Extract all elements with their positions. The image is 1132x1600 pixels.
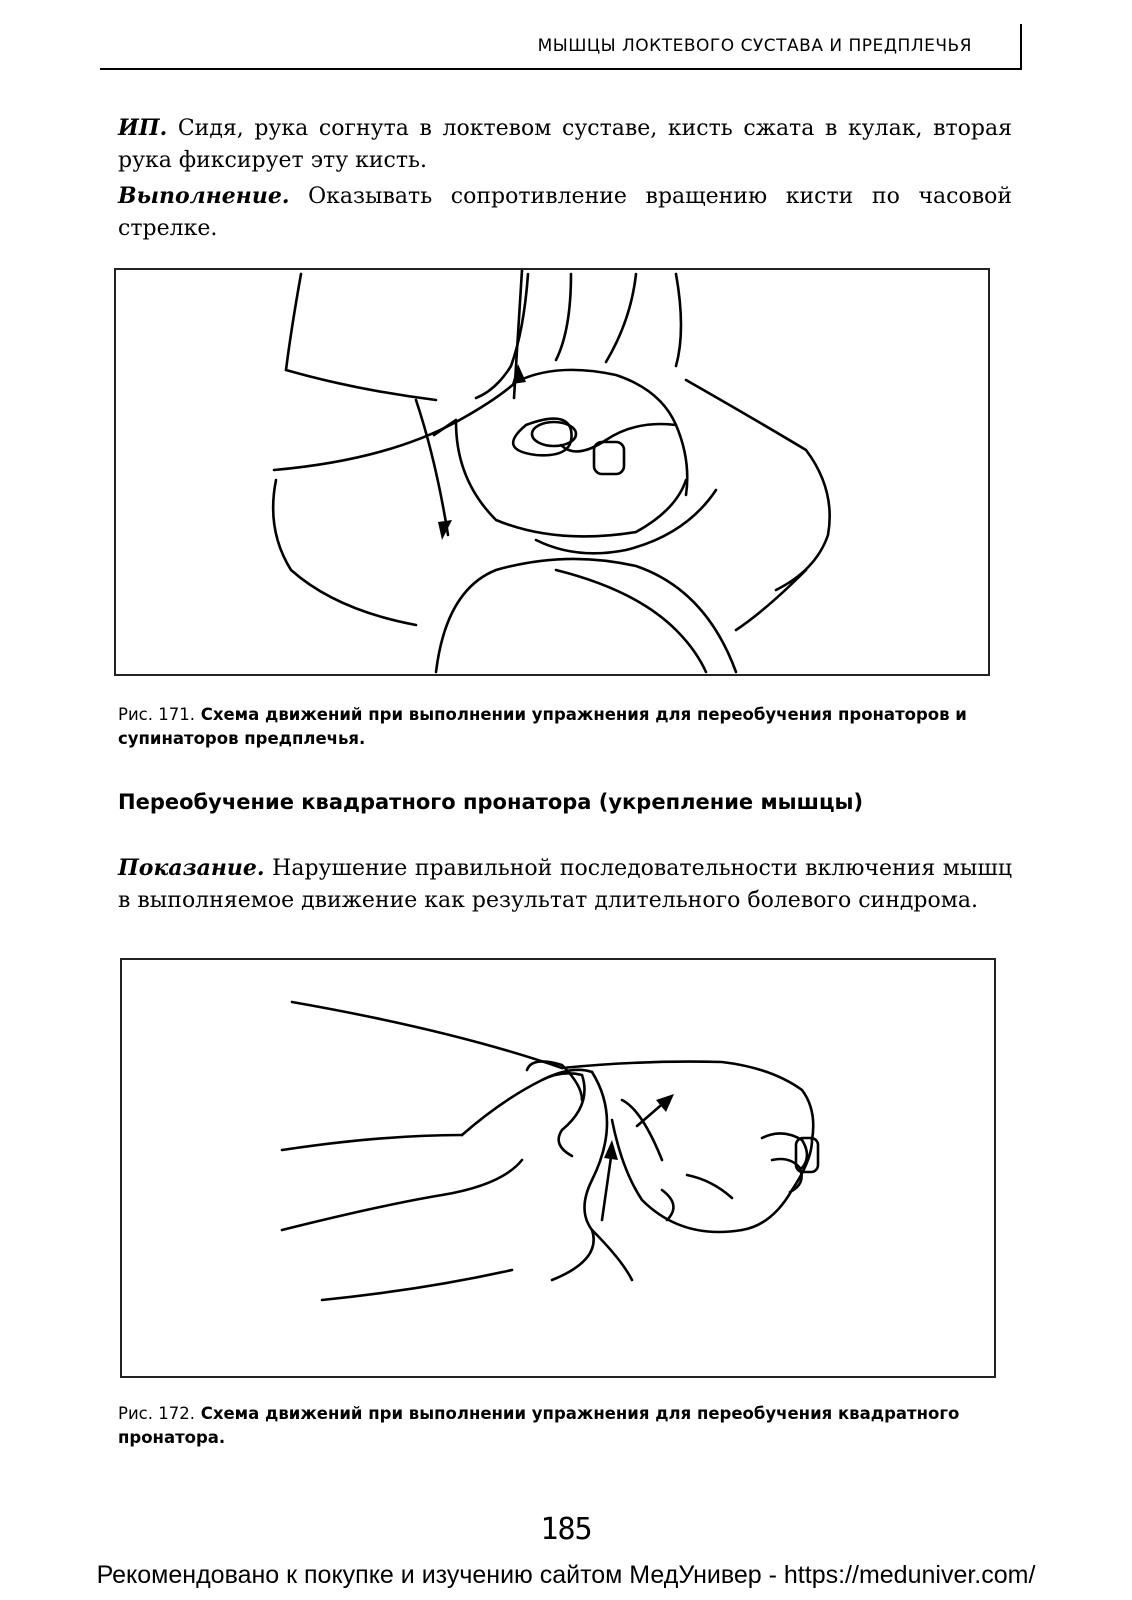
figure-172-illustration [120, 958, 996, 1378]
paragraph-starting-position [118, 112, 1012, 177]
figure-title: Схема движений при выполнении упражнения для переобучения пронаторов и супинаторов предплечья. [118, 705, 967, 748]
figure-171-caption [118, 703, 1012, 751]
paragraph-text: Сидя, рука согнута в локтевом суставе, кисть сжата в кулак, вторая рука фиксирует эту кисть. [118, 116, 1012, 173]
page-number: 185 [540, 1512, 592, 1547]
paragraph-text: Нарушение правильной последовательности включения мышц в выполняемое движение как результат длительного болевого синдрома. [118, 856, 1012, 913]
figure-172-caption [118, 1402, 1012, 1450]
figure-number: Рис. 172. [118, 1404, 195, 1423]
wrist-hold-drawing [122, 960, 994, 1376]
hands-pronation-drawing [116, 270, 988, 674]
paragraph-text: Оказывать сопротивление вращению кисти по часовой стрелке. [118, 184, 1012, 241]
figure-number: Рис. 171. [118, 705, 195, 724]
paragraph-label: Выполнение. [118, 183, 290, 209]
paragraph-label: Показание. [118, 855, 265, 881]
paragraph-execution [118, 180, 1012, 245]
running-title: МЫШЦЫ ЛОКТЕВОГО СУСТАВА И ПРЕДПЛЕЧЬЯ [537, 36, 972, 56]
paragraph-indication [118, 852, 1012, 917]
running-header [100, 24, 1022, 70]
section-heading: Переобучение квадратного пронатора (укрепление мышцы) [118, 790, 864, 814]
paragraph-label: ИП. [118, 115, 168, 141]
footer-note: Рекомендовано к покупке и изучению сайтом МедУнивер - https://meduniver.com/ [96, 1561, 1036, 1589]
figure-171-illustration [114, 268, 990, 676]
figure-title: Схема движений при выполнении упражнения для переобучения квадратного пронатора. [118, 1404, 960, 1447]
